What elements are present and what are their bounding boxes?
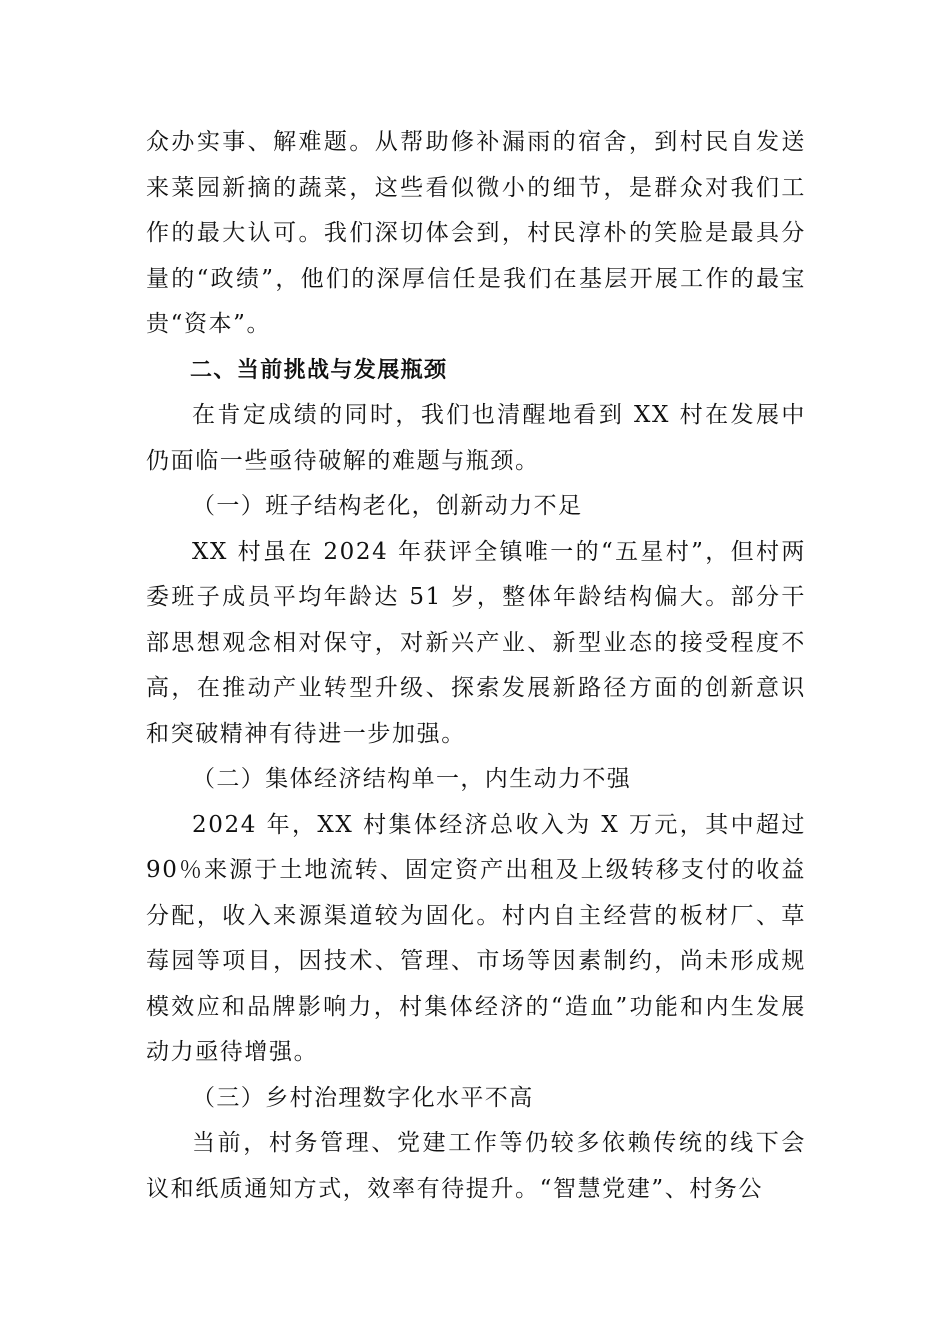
subsection-2-body: 2024 年，XX 村集体经济总收入为 X 万元，其中超过 90％来源于土地流转、固定资产出租及上级转移支付的收益分配，收入来源渠道较为固化。村内自主经营的板材厂、草莓园等项目，因技术、管理、市场等因素制约，尚未形成规模效应和品牌影响力，村集体经济的“造血”功能和内生发展动力亟待增强。 bbox=[146, 811, 806, 1065]
section-two-heading: 二、当前挑战与发展瓶颈 bbox=[190, 357, 448, 383]
subsection-2-heading: （二）集体经济结构单一，内生动力不强 bbox=[192, 766, 632, 792]
subsection-1-body: XX 村虽在 2024 年获评全镇唯一的“五星村”，但村两委班子成员平均年龄达 51 岁，整体年龄结构偏大。部分干部思想观念相对保守，对新兴产业、新型业态的接受程度不高，在推动产业转型升级、探索发展新路径方面的创新意识和突破精神有待进一步加强。 bbox=[146, 538, 806, 747]
subsection-3-heading: （三）乡村治理数字化水平不高 bbox=[192, 1084, 534, 1111]
document-body bbox=[146, 120, 806, 1212]
subsection-3-body: 当前，村务管理、党建工作等仍较多依赖传统的线下会议和纸质通知方式，效率有待提升。“智慧党建”、村务公 bbox=[146, 1130, 806, 1202]
section-two-intro: 在肯定成绩的同时，我们也清醒地看到 XX 村在发展中仍面临一些亟待破解的难题与瓶颈。 bbox=[146, 402, 806, 474]
subsection-1-heading: （一）班子结构老化，创新动力不足 bbox=[192, 493, 583, 519]
continuation-paragraph: 众办实事、解难题。从帮助修补漏雨的宿舍，到村民自发送来菜园新摘的蔬菜，这些看似微小的细节，是群众对我们工作的最大认可。我们深切体会到，村民淳朴的笑脸是最具分量的“政绩”，他们的深厚信任是我们在基层开展工作的最宝贵“资本”。 bbox=[146, 129, 806, 337]
